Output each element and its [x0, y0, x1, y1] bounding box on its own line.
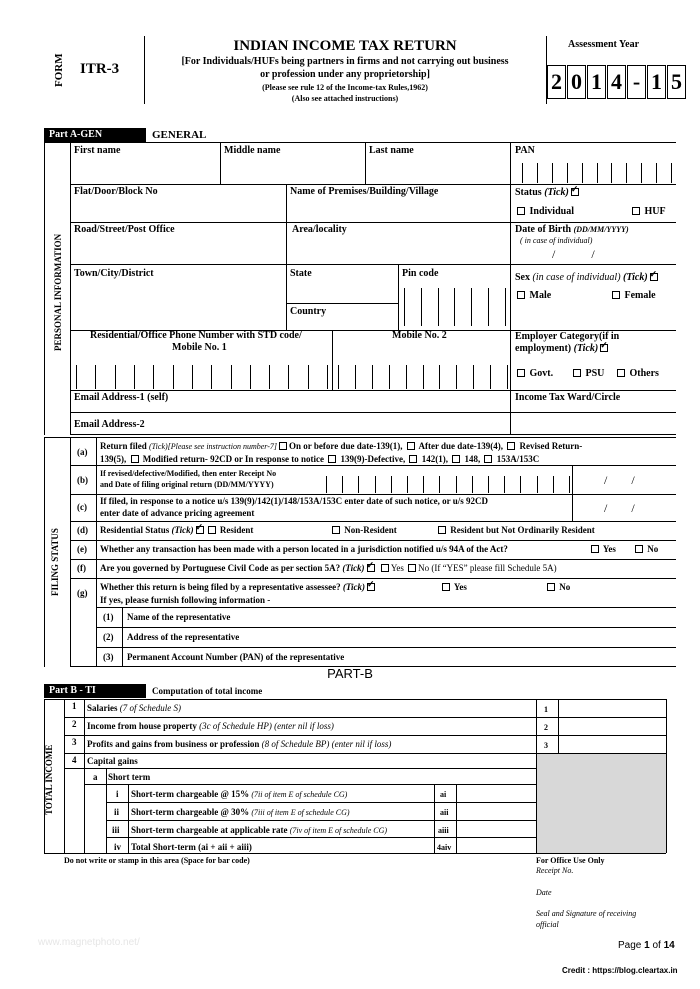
- rep-tick-icon: [367, 583, 375, 591]
- row-a-id: (a): [77, 447, 88, 457]
- area-label: Area/locality: [292, 224, 347, 235]
- notice-1421-checkbox[interactable]: [409, 455, 417, 463]
- subtitle-2: or profession under any proprietorship]: [260, 69, 430, 80]
- employer-label-2: employment) (Tick)✓: [515, 343, 610, 354]
- phone-boxes[interactable]: [76, 365, 328, 389]
- employer-tick-icon: [600, 344, 608, 352]
- flat-label: Flat/Door/Block No: [74, 186, 158, 197]
- male-checkbox[interactable]: [517, 291, 525, 299]
- 5a-yes-checkbox[interactable]: [381, 564, 389, 572]
- sex-label: Sex (in case of individual) (Tick)✓: [515, 272, 660, 283]
- ti-ref-ai: ai: [440, 790, 447, 799]
- row-g-id: (g): [77, 588, 88, 598]
- pan-boxes[interactable]: [522, 163, 672, 183]
- row-c-id: (c): [77, 502, 87, 512]
- rnor-checkbox[interactable]: [438, 526, 446, 534]
- filing-status-label: FILING STATUS: [50, 528, 60, 596]
- notice-date-label-2: enter date of advance pricing agreement: [100, 508, 255, 518]
- huf-label: HUF: [644, 206, 666, 217]
- employer-label-1: Employer Category(if in: [515, 331, 620, 342]
- individual-checkbox[interactable]: [517, 207, 525, 215]
- assessment-year-digit: 1: [587, 65, 606, 99]
- pin-label: Pin code: [402, 268, 439, 279]
- assessment-year-digit: 5: [667, 65, 686, 99]
- shaded-area: [537, 754, 666, 853]
- st-row-iii-no: iii: [112, 825, 120, 835]
- part-a-tag: Part A-GEN: [44, 128, 146, 142]
- row-d-id: (d): [77, 525, 88, 535]
- modified-checkbox[interactable]: [131, 455, 139, 463]
- rep-address-label: Address of the representative: [127, 632, 240, 642]
- ti-ref-3: 3: [544, 741, 548, 750]
- return-filed: Return filed (Tick)[Please see instruction number-7] On or before due date-139(1), After due date-139(4), Revised Return- 139(5), Modified return- 92CD or In response to notice 139(9)-Defective, 142(1), 148, 153A/153C: [100, 441, 583, 464]
- resident-checkbox[interactable]: [208, 526, 216, 534]
- capital-gains-label: Capital gains: [87, 756, 138, 766]
- rep-no-checkbox[interactable]: [547, 583, 555, 591]
- email1-label: Email Address-1 (self): [74, 392, 169, 403]
- premises-label: Name of Premises/Building/Village: [290, 186, 439, 197]
- rep-pan-label: Permanent Account Number (PAN) of the representative: [127, 652, 345, 662]
- govt-checkbox[interactable]: [517, 369, 525, 377]
- form-word: FORM: [53, 53, 65, 87]
- individual-label: Individual: [529, 206, 574, 217]
- st-15-label: Short-term chargeable @ 15% (7ii of item E of schedule CG): [131, 789, 348, 799]
- ti-row-4-no: 4: [72, 755, 77, 765]
- psu-label: PSU: [585, 368, 605, 379]
- dob-label: Date of Birth (DD/MM/YYYY): [515, 224, 629, 235]
- 5a-no-checkbox[interactable]: [408, 564, 416, 572]
- st-row-i-no: i: [116, 789, 119, 799]
- phone-label-2: Mobile No. 1: [172, 342, 227, 353]
- part-b-heading: PART-B: [327, 666, 373, 681]
- ti-row-3-no: 3: [72, 737, 77, 747]
- rep-row-2-no: (2): [103, 632, 114, 642]
- office-date-label: Date: [536, 888, 552, 897]
- personal-info-label: PERSONAL INFORMATION: [53, 233, 63, 351]
- 94a-no-checkbox[interactable]: [635, 545, 643, 553]
- page-number: Page 1 of 14: [618, 940, 675, 951]
- 94a-yes-checkbox[interactable]: [591, 545, 599, 553]
- revised-receipt-label-2: and Date of filing original return (DD/MM/YYYY): [100, 480, 274, 489]
- st-row-iv-no: iv: [114, 842, 122, 852]
- sex-tick-icon: [650, 273, 658, 281]
- ontime-checkbox[interactable]: [279, 442, 287, 450]
- watermark: www.magnetphoto.net/: [38, 937, 140, 948]
- govt-label: Govt.: [529, 368, 554, 379]
- ti-row-2-no: 2: [72, 719, 77, 729]
- assessment-year-digit: 1: [647, 65, 666, 99]
- notice-148-checkbox[interactable]: [452, 455, 460, 463]
- 5a-tick-icon: [367, 564, 375, 572]
- pan-label: PAN: [515, 145, 535, 156]
- barcode-area-note: Do not write or stamp in this area (Space for bar code): [64, 856, 250, 865]
- mobile2-boxes[interactable]: [338, 365, 508, 389]
- huf-checkbox[interactable]: [632, 207, 640, 215]
- town-label: Town/City/District: [74, 268, 154, 279]
- rnor-label: Resident but Not Ordinarily Resident: [450, 525, 595, 535]
- office-use-title: For Office Use Only: [536, 856, 605, 865]
- pin-boxes[interactable]: [404, 288, 506, 326]
- st-row-ii-no: ii: [114, 807, 120, 817]
- mobile2-label: Mobile No. 2: [392, 330, 447, 341]
- female-label: Female: [624, 290, 656, 301]
- notice-153-checkbox[interactable]: [484, 455, 492, 463]
- short-term-label: Short term: [108, 772, 151, 782]
- ti-ref-2: 2: [544, 723, 548, 732]
- total-income-label: TOTAL INCOME: [44, 744, 54, 815]
- short-term-id: a: [93, 772, 98, 782]
- notice-date-slashes[interactable]: / /: [604, 501, 635, 515]
- part-a-title: GENERAL: [152, 129, 207, 141]
- salaries-label: Salaries (7 of Schedule S): [87, 703, 181, 713]
- part-b-tag: Part B - TI: [44, 684, 146, 698]
- dob-note: ( in case of individual): [520, 236, 593, 245]
- row-f-id: (f): [77, 563, 86, 573]
- ward-label: Income Tax Ward/Circle: [515, 392, 621, 403]
- phone-label-1: Residential/Office Phone Number with STD code/: [90, 330, 302, 341]
- subtitle-1: [For Individuals/HUFs being partners in firms and not carrying out business: [181, 56, 509, 67]
- form-code: ITR-3: [80, 61, 120, 77]
- res-tick-icon: [196, 526, 204, 534]
- rep-yes-checkbox[interactable]: [442, 583, 450, 591]
- st-total-label: Total Short-term (ai + aii + aiii): [131, 842, 252, 852]
- representative-info-note: If yes, please furnish following information -: [100, 595, 271, 605]
- defective-checkbox[interactable]: [328, 455, 336, 463]
- representative-question: Whether this return is being filed by a representative assessee? (Tick)✓: [100, 582, 377, 592]
- country-label: Country: [290, 306, 327, 317]
- assessment-year: [547, 65, 687, 99]
- status-tick-icon: [571, 188, 579, 196]
- receipt-boxes[interactable]: [326, 476, 570, 493]
- notice-date-label-1: If filed, in response to a notice u/s 139(9)/142(1)/148/153A/153C enter date of such notice, or u/s 92CD: [100, 496, 488, 506]
- revised-receipt-label-1: If revised/defective/Modified, then enter Receipt No: [100, 469, 277, 478]
- assessment-year-digit: -: [627, 65, 646, 99]
- seal-label-2: official: [536, 920, 559, 929]
- first-name-label: First name: [74, 145, 121, 156]
- assessment-year-digit: 0: [567, 65, 586, 99]
- assessment-year-digit: 4: [607, 65, 626, 99]
- belated-checkbox[interactable]: [407, 442, 415, 450]
- state-label: State: [290, 268, 312, 279]
- status-label: Status (Tick)✓: [515, 187, 581, 198]
- residential-status: Residential Status (Tick)✓ Resident: [100, 525, 253, 535]
- male-label: Male: [529, 290, 552, 301]
- email2-label: Email Address-2: [74, 419, 145, 430]
- ti-ref-4aiv: 4aiv: [437, 843, 452, 852]
- psu-checkbox[interactable]: [573, 369, 581, 377]
- credit-text: Credit : https://blog.cleartax.in: [562, 966, 678, 975]
- rep-name-label: Name of the representative: [127, 612, 231, 622]
- road-label: Road/Street/Post Office: [74, 224, 175, 235]
- st-applicable-label: Short-term chargeable at applicable rate (7iv of item E of schedule CG): [131, 825, 388, 835]
- ti-row-1-no: 1: [72, 701, 77, 711]
- rule-note: (Please see rule 12 of the Income-tax Rules,1962): [262, 83, 428, 92]
- others-checkbox[interactable]: [617, 369, 625, 377]
- house-property-label: Income from house property (3c of Schedule HP) (enter nil if loss): [87, 721, 334, 731]
- instructions-note: (Also see attached instructions): [291, 94, 399, 103]
- non-resident-checkbox[interactable]: [332, 526, 340, 534]
- ti-ref-aii: aii: [440, 808, 449, 817]
- dob-slashes[interactable]: / /: [552, 247, 595, 261]
- rep-row-3-no: (3): [103, 652, 114, 662]
- assessment-year-label: Assessment Year: [568, 39, 640, 50]
- page-title: INDIAN INCOME TAX RETURN: [233, 38, 457, 54]
- section-94a-question: Whether any transaction has been made with a person located in a jurisdiction notified u/s 94A of the Act?: [100, 544, 508, 554]
- revised-checkbox[interactable]: [507, 442, 515, 450]
- row-b-id: (b): [77, 475, 88, 485]
- non-resident-label: Non-Resident: [344, 525, 397, 535]
- seal-label-1: Seal and Signature of receiving: [536, 909, 637, 918]
- others-label: Others: [629, 368, 659, 379]
- ti-ref-aiii: aiii: [438, 826, 449, 835]
- business-profits-label: Profits and gains from business or profession (8 of Schedule BP) (enter nil if loss): [87, 739, 392, 749]
- rep-row-1-no: (1): [103, 612, 114, 622]
- last-name-label: Last name: [369, 145, 414, 156]
- portuguese-question: Are you governed by Portuguese Civil Code as per section 5A? (Tick)✓ Yes No (If “YES” please fill Schedule 5A): [100, 563, 557, 573]
- row-e-id: (e): [77, 544, 87, 554]
- receipt-date-slashes[interactable]: / /: [604, 473, 635, 487]
- female-checkbox[interactable]: [612, 291, 620, 299]
- st-30-label: Short-term chargeable @ 30% (7iii of item E of schedule CG): [131, 807, 350, 817]
- receipt-no-label: Receipt No.: [536, 866, 574, 875]
- part-b-title: Computation of total income: [152, 686, 263, 696]
- assessment-year-digit: 2: [547, 65, 566, 99]
- ti-ref-1: 1: [544, 705, 548, 714]
- middle-name-label: Middle name: [224, 145, 281, 156]
